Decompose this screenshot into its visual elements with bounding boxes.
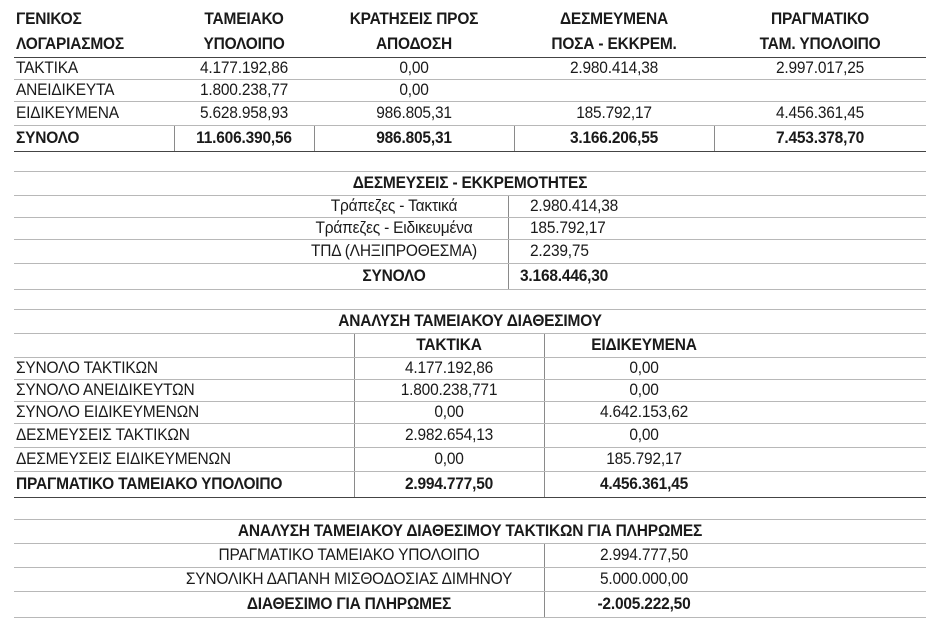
header-committed-2: ΠΟΣΑ - ΕΚΚΡΕΜ. <box>551 35 677 53</box>
table-row <box>14 448 926 472</box>
header-cash-balance: ΤΑΜΕΙΑΚΟ <box>204 10 284 29</box>
cash-balance-value: 5.628.958,93 <box>199 104 289 122</box>
regular-value: 0,00 <box>434 450 464 468</box>
total-committed: 3.166.206,55 <box>569 129 659 147</box>
payments-title: ΑΝΑΛΥΣΗ ΤΑΜΕΙΑΚΟΥ ΔΙΑΘΕΣΙΜΟΥ ΤΑΚΤΙΚΩΝ ΓΙΑ ΠΛΗΡΩΜΕΣ <box>237 522 703 540</box>
column-divider <box>544 472 545 497</box>
column-divider <box>508 240 509 263</box>
column-divider <box>544 358 545 379</box>
header-regular: ΤΑΚΤΙΚΑ <box>416 336 482 354</box>
column-divider <box>354 358 355 379</box>
spacer-row <box>14 152 926 172</box>
column-divider <box>354 472 355 497</box>
table-row <box>14 380 926 402</box>
column-divider <box>514 126 515 151</box>
cash-balance-value: 1.800.238,77 <box>199 81 289 99</box>
commitments-title: ΔΕΣΜΕΥΣΕΙΣ - ΕΚΚΡΕΜΟΤΗΤΕΣ <box>352 174 588 192</box>
total-actual-balance: 7.453.378,70 <box>775 129 865 147</box>
row-label: ΣΥΝΟΛΟ ΑΝΕΙΔΙΚΕΥΤΩΝ <box>16 381 195 399</box>
header-general-account-2: ΛΟΓΑΡΙΑΣΜΟΣ <box>16 35 125 53</box>
table-row <box>14 196 926 218</box>
commitments-total-row <box>14 264 926 290</box>
withholdings-value: 0,00 <box>399 81 429 99</box>
column-divider <box>508 196 509 217</box>
column-divider <box>314 126 315 151</box>
column-divider <box>544 544 545 567</box>
total-withholdings: 986.805,31 <box>376 129 452 147</box>
row-label: ΑΝΕΙΔΙΚΕΥΤΑ <box>16 81 115 99</box>
header-withholdings: ΚΡΑΤΗΣΕΙΣ ΠΡΟΣ <box>349 10 479 29</box>
regular-value: 2.982.654,13 <box>404 426 494 444</box>
commitment-value: 185.792,17 <box>530 219 606 237</box>
header-cash-balance-2: ΥΠΟΛΟΙΠΟ <box>203 35 285 53</box>
table-row <box>14 218 926 240</box>
summary-header-row-2 <box>14 32 926 58</box>
cash-analysis-total-earmarked: 4.456.361,45 <box>599 475 689 493</box>
withholdings-value: 986.805,31 <box>376 104 452 122</box>
payments-total-label: ΔΙΑΘΕΣΙΜΟ ΓΙΑ ΠΛΗΡΩΜΕΣ <box>246 595 452 613</box>
column-divider <box>714 126 715 151</box>
table-row <box>14 402 926 424</box>
total-label: ΣΥΝΟΛΟ <box>16 129 80 147</box>
payments-total-value: -2.005.222,50 <box>597 595 691 613</box>
header-actual-balance-2: ΤΑΜ. ΥΠΟΛΟΙΠΟ <box>759 35 881 53</box>
spacer-row <box>14 290 926 310</box>
payments-total-row <box>14 592 926 618</box>
payments-title-row <box>14 520 926 544</box>
column-divider <box>544 448 545 471</box>
column-divider <box>508 218 509 239</box>
column-divider <box>508 264 509 289</box>
payments-label: ΠΡΑΓΜΑΤΙΚΟ ΤΑΜΕΙΑΚΟ ΥΠΟΛΟΙΠΟ <box>218 546 480 564</box>
commitment-label: Τράπεζες - Ειδικευμένα <box>315 219 473 237</box>
cash-analysis-total-label: ΠΡΑΓΜΑΤΙΚΟ ΤΑΜΕΙΑΚΟ ΥΠΟΛΟΙΠΟ <box>16 475 283 493</box>
committed-value: 185.792,17 <box>576 104 652 122</box>
cash-balance-value: 4.177.192,86 <box>199 59 289 77</box>
earmarked-value: 0,00 <box>629 381 659 399</box>
column-divider <box>354 424 355 447</box>
withholdings-value: 0,00 <box>399 59 429 77</box>
cash-analysis-title-row <box>14 310 926 334</box>
row-label: ΣΥΝΟΛΟ ΕΙΔΙΚΕΥΜΕΝΩΝ <box>16 403 200 421</box>
commitment-label: Τράπεζες - Τακτικά <box>330 197 458 215</box>
payments-value: 2.994.777,50 <box>599 546 689 564</box>
cash-analysis-total-regular: 2.994.777,50 <box>404 475 494 493</box>
committed-value: 2.980.414,38 <box>569 59 659 77</box>
spacer-row <box>14 498 926 520</box>
header-general-account: ΓΕΝΙΚΟΣ <box>16 10 82 29</box>
commitment-value: 2.980.414,38 <box>530 197 619 215</box>
table-row <box>14 358 926 380</box>
table-row <box>14 80 926 102</box>
table-row <box>14 58 926 80</box>
committed-value <box>514 79 714 101</box>
regular-value: 1.800.238,771 <box>400 381 498 399</box>
header-committed: ΔΕΣΜΕΥΜΕΝΑ <box>559 10 668 29</box>
row-label: ΤΑΚΤΙΚΑ <box>16 59 79 77</box>
header-actual-balance: ΠΡΑΓΜΑΤΙΚΟ <box>770 10 870 29</box>
column-divider <box>544 334 545 357</box>
row-label: ΔΕΣΜΕΥΣΕΙΣ ΕΙΔΙΚΕΥΜΕΝΩΝ <box>16 450 231 468</box>
cash-analysis-total-row <box>14 472 926 498</box>
table-row <box>14 102 926 126</box>
summary-header-row-1 <box>14 8 926 32</box>
column-divider <box>354 380 355 401</box>
payments-value: 5.000.000,00 <box>599 570 689 588</box>
earmarked-value: 0,00 <box>629 426 659 444</box>
commitment-label: ΤΠΔ (ΛΗΞΙΠΡΟΘΕΣΜΑ) <box>311 242 477 260</box>
regular-value: 0,00 <box>434 403 464 421</box>
commitments-total-label: ΣΥΝΟΛΟ <box>362 267 426 285</box>
commitments-total-value: 3.168.446,30 <box>520 267 609 285</box>
table-row <box>14 544 926 568</box>
regular-value: 4.177.192,86 <box>404 359 494 377</box>
earmarked-value: 4.642.153,62 <box>599 403 689 421</box>
column-divider <box>544 568 545 591</box>
actual-balance-value <box>714 79 926 101</box>
actual-balance-value: 2.997.017,25 <box>775 59 865 77</box>
table-row <box>14 568 926 592</box>
table-row <box>14 424 926 448</box>
column-divider <box>544 592 545 617</box>
column-divider <box>354 334 355 357</box>
column-divider <box>544 402 545 423</box>
column-divider <box>544 424 545 447</box>
cash-analysis-title: ΑΝΑΛΥΣΗ ΤΑΜΕΙΑΚΟΥ ΔΙΑΘΕΣΙΜΟΥ <box>338 312 602 330</box>
header-withholdings-2: ΑΠΟΔΟΣΗ <box>376 35 452 53</box>
column-divider <box>354 402 355 423</box>
actual-balance-value: 4.456.361,45 <box>775 104 865 122</box>
total-cash-balance: 11.606.390,56 <box>196 129 292 147</box>
column-divider <box>544 380 545 401</box>
commitment-value: 2.239,75 <box>530 242 589 260</box>
table-row <box>14 240 926 264</box>
summary-total-row <box>14 126 926 152</box>
header-earmarked: ΕΙΔΙΚΕΥΜΕΝΑ <box>591 336 697 354</box>
earmarked-value: 0,00 <box>629 359 659 377</box>
earmarked-value: 185.792,17 <box>606 450 682 468</box>
column-divider <box>354 448 355 471</box>
payments-label: ΣΥΝΟΛΙΚΗ ΔΑΠΑΝΗ ΜΙΣΘΟΔΟΣΙΑΣ ΔΙΜΗΝΟΥ <box>185 570 513 588</box>
row-label: ΔΕΣΜΕΥΣΕΙΣ ΤΑΚΤΙΚΩΝ <box>16 426 190 444</box>
column-divider <box>174 126 175 151</box>
row-label: ΕΙΔΙΚΕΥΜΕΝΑ <box>16 104 119 122</box>
row-label: ΣΥΝΟΛΟ ΤΑΚΤΙΚΩΝ <box>16 359 158 377</box>
commitments-title-row <box>14 172 926 196</box>
cash-analysis-header-row <box>14 334 926 358</box>
